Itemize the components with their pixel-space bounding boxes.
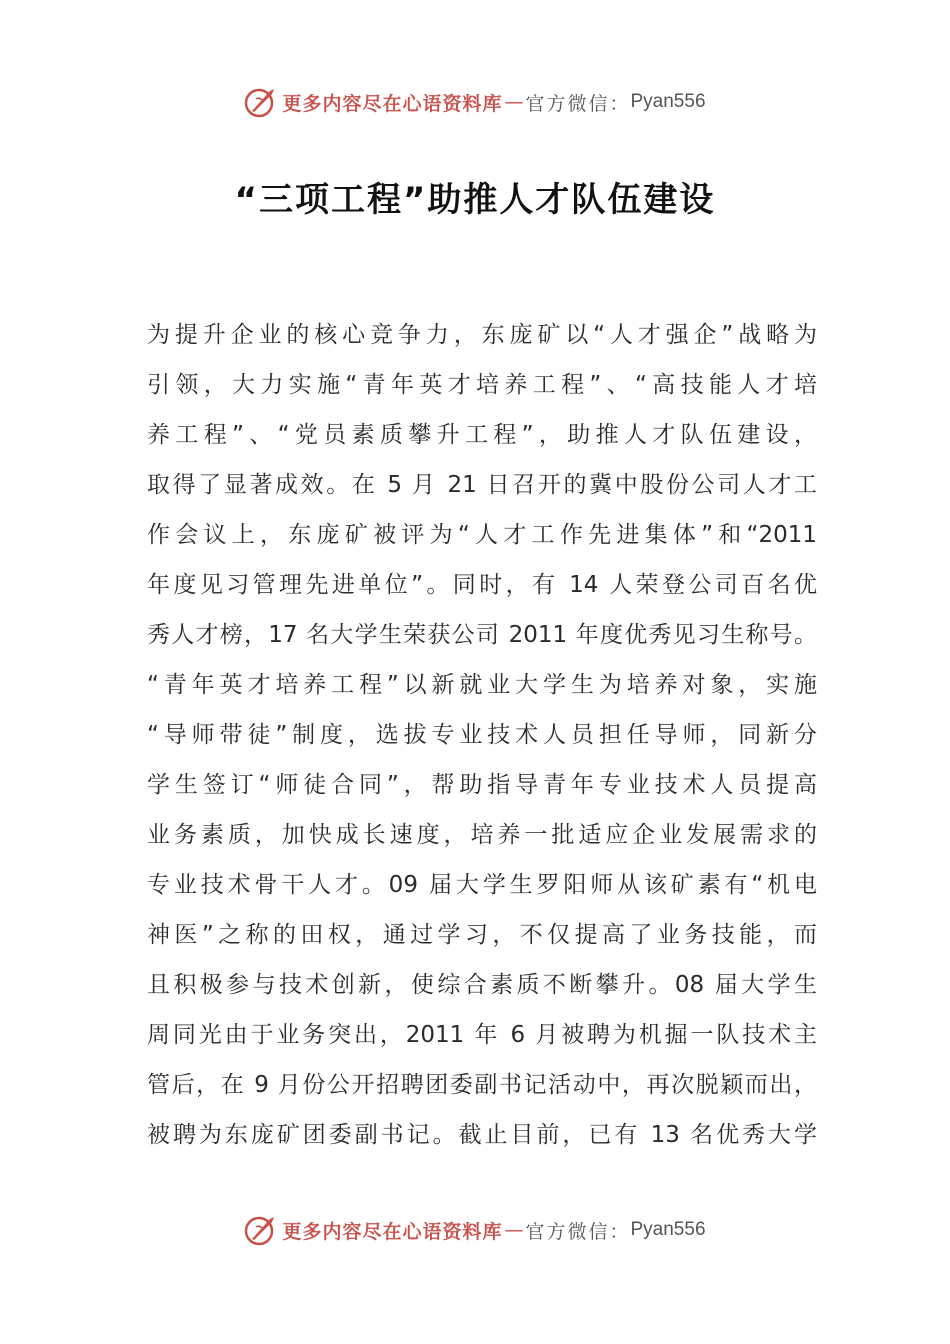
quill-logo-icon [244, 1213, 278, 1247]
body-text-line: 被聘为东庞矿团委副书记。截止目前，已有 13 名优秀大学 [147, 1122, 817, 1148]
body-text-line: “导师带徒”制度，选拔专业技术人员担任导师，同新分 [147, 722, 817, 748]
banner-wechat-id: Pyan556 [630, 1219, 706, 1240]
body-text-line: “青年英才培养工程”以新就业大学生为培养对象，实施 [147, 672, 817, 698]
body-text-line: 学生签订“师徒合同”，帮助指导青年专业技术人员提高 [147, 772, 817, 798]
banner-brand-text: 更多内容尽在心语资料库 [282, 1220, 503, 1243]
banner-wechat-id: Pyan556 [630, 91, 706, 112]
banner-wechat-label: 官方微信： [525, 1220, 631, 1243]
banner-wechat-label: 官方微信： [525, 92, 631, 115]
document-body [147, 310, 817, 1160]
footer-banner [0, 1210, 950, 1250]
body-text-line: 引领，大力实施“青年英才培养工程”、“高技能人才培 [147, 372, 817, 398]
body-text-line: 取得了显著成效。在 5 月 21 日召开的冀中股份公司人才工 [147, 472, 817, 498]
body-text-line: 且积极参与技术创新，使综合素质不断攀升。08 届大学生 [147, 972, 817, 998]
body-text-line: 年度见习管理先进单位”。同时，有 14 人荣登公司百名优 [147, 572, 817, 598]
quill-logo-icon [244, 85, 278, 119]
body-text-line: 专业技术骨干人才。09 届大学生罗阳师从该矿素有“机电 [147, 872, 817, 898]
document-title: “三项工程”助推人才队伍建设 [234, 180, 716, 220]
body-text-line: 作会议上，东庞矿被评为“人才工作先进集体”和“2011 [147, 522, 817, 548]
body-text-line: 管后，在 9 月份公开招聘团委副书记活动中，再次脱颖而出， [147, 1072, 817, 1098]
banner-dash: — [504, 1219, 524, 1241]
body-text-line: 业务素质，加快成长速度，培养一批适应企业发展需求的 [147, 822, 817, 848]
body-text-line: 为提升企业的核心竞争力，东庞矿以“人才强企”战略为 [147, 322, 817, 348]
body-text-line: 周同光由于业务突出，2011 年 6 月被聘为机掘一队技术主 [147, 1022, 817, 1048]
body-text-line: 神医”之称的田权，通过学习，不仅提高了业务技能，而 [147, 922, 817, 948]
body-text-line: 养工程”、“党员素质攀升工程”，助推人才队伍建设， [147, 422, 817, 448]
banner-brand-text: 更多内容尽在心语资料库 [282, 92, 503, 115]
banner-dash: — [504, 91, 524, 113]
header-banner [0, 82, 950, 122]
body-text-line: 秀人才榜，17 名大学生荣获公司 2011 年度优秀见习生称号。 [147, 622, 817, 648]
